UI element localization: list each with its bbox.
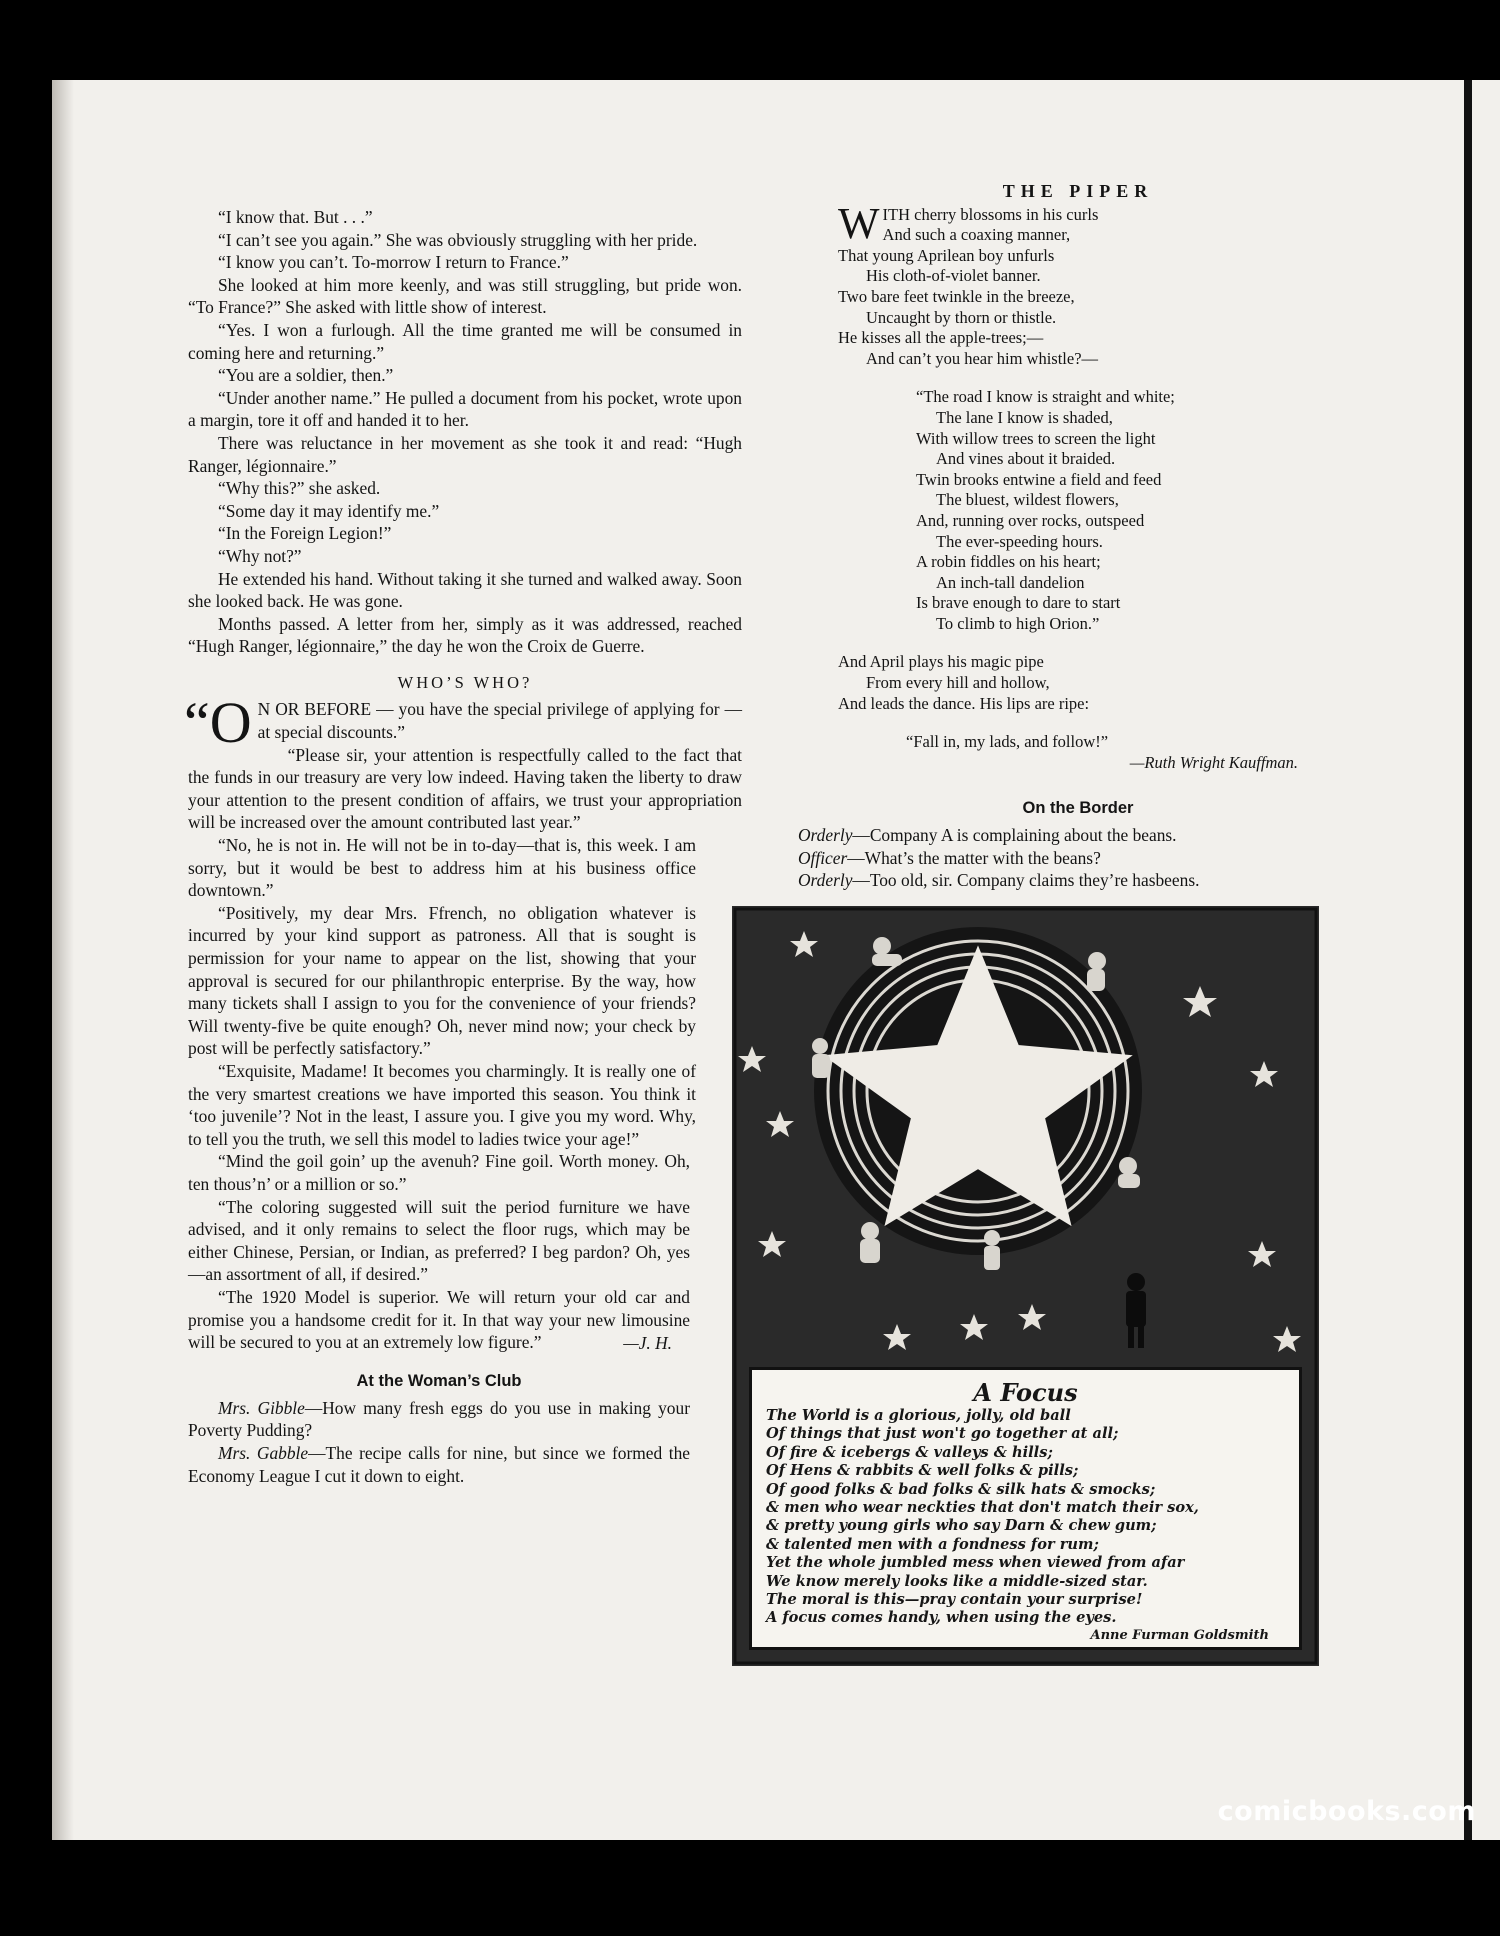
page-gutter-shadow: [52, 80, 74, 1840]
story-paragraph: “Yes. I won a furlough. All the time granted me will be consumed in coming here and returning.”: [188, 319, 742, 363]
focus-line: Of good folks & bad folks & silk hats & smocks;: [766, 1480, 1156, 1498]
verse-line: That young Aprilean boy unfurls: [838, 245, 1055, 265]
focus-line: We know merely looks like a middle-sized star.: [766, 1572, 1148, 1590]
story-paragraph: “Why not?”: [218, 545, 302, 566]
verse-line: And such a coaxing manner,: [882, 225, 1071, 245]
story-paragraph: “I can’t see you again.” She was obviously struggling with her pride.: [218, 229, 698, 250]
border-line: Orderly—Company A is complaining about the beans.: [798, 825, 1177, 846]
verse-line: To climb to high Orion.”: [936, 613, 1100, 633]
womans-club-line: Mrs. Gibble—How many fresh eggs do you use in making your Poverty Pudding?: [188, 1397, 690, 1441]
whos-who-paragraph: “Please sir, your attention is respectfully called to the fact that the funds in our treasury are very low indeed. Having taken the liberty to draw your attention to the present condition of affairs, we trust your appropriation will be increased over the amount contributed last year.”: [188, 744, 742, 833]
verse-line: The bluest, wildest flowers,: [936, 490, 1119, 510]
verse-line: ITH cherry blossoms in his curls: [882, 204, 1099, 224]
verse-line: And, running over rocks, outspeed: [916, 510, 1145, 530]
verse-line: And leads the dance. His lips are ripe:: [838, 693, 1090, 713]
piper-author: —Ruth Wright Kauffman.: [1129, 752, 1298, 772]
story-paragraph: There was reluctance in her movement as she took it and read: “Hugh Ranger, légionnaire.”: [188, 432, 742, 476]
border-line: Officer—What’s the matter with the beans?: [798, 847, 1101, 868]
site-watermark: comicbooks.com: [1217, 1796, 1476, 1827]
verse-line: Is brave enough to dare to start: [916, 593, 1121, 613]
story-paragraph: “Why this?” she asked.: [218, 478, 381, 499]
verse-line: Uncaught by thorn or thistle.: [866, 307, 1057, 327]
whos-who-paragraph: “Mind the goil goin’ up the avenuh? Fine goil. Worth money. Oh, ten thous’n’ or a million or so.”: [188, 1151, 690, 1194]
piper-closing-line: “Fall in, my lads, and follow!”: [906, 732, 1109, 752]
whos-who-opening: [184, 690, 742, 756]
speaker: Mrs. Gabble: [218, 1443, 309, 1464]
verse-line: With willow trees to screen the light: [916, 428, 1156, 448]
speaker: Orderly: [798, 825, 853, 846]
verse-line: From every hill and hollow,: [866, 673, 1050, 693]
whos-who-paragraph: “The coloring suggested will suit the period furniture we have advised, and it only remains to select the floor rugs, which may be either Chinese, Persian, or Indian, as preferred? I beg pardon? Oh, yes—an assortment of all, if desired.”: [188, 1196, 690, 1285]
verse-line: He kisses all the apple-trees;—: [838, 328, 1044, 348]
piper-stanza-2: [838, 387, 1318, 634]
story-paragraph: “Under another name.” He pulled a document from his pocket, wrote upon a margin, tore it off and handed it to her.: [188, 387, 742, 431]
focus-line: & pretty young girls who say Darn & chew gum;: [766, 1517, 1157, 1535]
story-paragraph: “Some day it may identify me.”: [218, 500, 440, 521]
story-paragraph: Months passed. A letter from her, simply as it was addressed, reached “Hugh Ranger, légionnaire,” the day he won the Croix de Guerre.: [188, 613, 742, 657]
story-paragraph: “I know you can’t. To-morrow I return to France.”: [218, 252, 569, 273]
verse-line: His cloth-of-violet banner.: [866, 266, 1041, 286]
verse-line: An inch-tall dandelion: [936, 572, 1085, 592]
story-paragraph: She looked at him more keenly, and was still struggling, but pride won. “To France?” She asked with little show of interest.: [188, 274, 742, 318]
border-dialog: [798, 824, 1318, 892]
focus-poem-panel: [749, 1367, 1302, 1650]
focus-line: A focus comes handy, when using the eyes.: [766, 1609, 1117, 1627]
focus-poem-lines: [752, 1407, 1299, 1628]
focus-line: The World is a glorious, jolly, old ball: [766, 1407, 1071, 1424]
speaker: Officer: [798, 847, 848, 868]
focus-line: Of Hens & rabbits & well folks & pills;: [766, 1462, 1079, 1480]
whos-who-signature: —J. H.: [623, 1332, 672, 1353]
focus-line: & men who wear neckties that don't match their sox,: [766, 1499, 1199, 1517]
story-paragraph: “You are a soldier, then.”: [218, 365, 394, 386]
piper-stanza-1: [838, 198, 1318, 370]
whos-who-first-paragraph: N OR BEFORE — you have the special privilege of applying for — at special discounts.”: [257, 699, 742, 743]
right-column: [798, 180, 1318, 892]
verse-line: And vines about it braided.: [936, 449, 1116, 469]
whos-who-heading: WHO’S WHO?: [397, 672, 533, 692]
focus-title: A Focus: [973, 1378, 1078, 1407]
piper-stanza-3: [838, 652, 1318, 714]
womans-club-line: Mrs. Gabble—The recipe calls for nine, but since we formed the Economy League I cut it down to eight.: [188, 1443, 690, 1486]
story-paragraph: “I know that. But . . .”: [218, 207, 373, 227]
piper-title: THE PIPER: [1002, 181, 1154, 201]
binding-edge: [1454, 80, 1500, 1840]
verse-line: And can’t you hear him whistle?—: [866, 348, 1099, 368]
whos-who-paragraph: “Positively, my dear Mrs. Ffrench, no obligation whatever is incurred by your kind support as patroness. All that is sought is permission for your name to appear on the list, showing that your approval is secured for our philanthropic enterprise. By the way, how many tickets shall I assign to you for the convenience of your friends? Will twenty-five be quite enough? Oh, never mind now; your check by post will be perfectly satisfactory.”: [188, 902, 696, 1059]
focus-line: Of things that just won't go together at all;: [766, 1425, 1119, 1443]
focus-line: The moral is this—pray contain your surprise!: [766, 1591, 1143, 1609]
border-line: Orderly—Too old, sir. Company claims they’re hasbeens.: [798, 870, 1200, 891]
piper-drop-cap: W: [838, 198, 880, 248]
focus-line: Of fire & icebergs & valleys & hills;: [766, 1443, 1053, 1461]
whos-who-paragraph: “The 1920 Model is superior. We will return your old car and promise you a handsome credit for it. In that way your new limousine will be secured to you at an extremely low figure.”: [188, 1286, 690, 1353]
womans-club-heading: At the Woman’s Club: [356, 1372, 522, 1391]
verse-line: Twin brooks entwine a field and feed: [916, 469, 1162, 489]
verse-line: Two bare feet twinkle in the breeze,: [838, 286, 1075, 306]
verse-line: The ever-speeding hours.: [936, 531, 1103, 551]
story-paragraph: “In the Foreign Legion!”: [218, 523, 392, 544]
story-paragraph: He extended his hand. Without taking it she turned and walked away. Soon she looked back. He was gone.: [188, 568, 742, 612]
verse-line: And April plays his magic pipe: [838, 652, 1044, 672]
story-continuation: [188, 206, 742, 658]
drop-cap: “O: [184, 690, 252, 756]
verse-line: “The road I know is straight and white;: [916, 387, 1175, 407]
speaker: Orderly: [798, 870, 853, 891]
focus-line: & talented men with a fondness for rum;: [766, 1535, 1099, 1553]
verse-line: A robin fiddles on his heart;: [916, 552, 1101, 572]
whos-who-paragraph: “No, he is not in. He will not be in to-day—that is, this week. I am sorry, but it would be best to address him at his business office downtown.”: [188, 835, 696, 901]
verse-line: The lane I know is shaded,: [936, 407, 1113, 427]
focus-author: Anne Furman Goldsmith: [1090, 1627, 1269, 1643]
speaker: Mrs. Gibble: [218, 1397, 305, 1418]
left-column: [184, 206, 742, 1487]
border-heading: On the Border: [1022, 799, 1134, 818]
focus-line: Yet the whole jumbled mess when viewed from afar: [766, 1554, 1185, 1572]
whos-who-paragraph: “Exquisite, Madame! It becomes you charmingly. It is really one of the very smartest creations we have imported this season. You think it ‘too juvenile’? Not in the least, I assure you. I give you my word. Why, to tell you the truth, we sell this model to ladies twice your age!”: [188, 1060, 696, 1149]
